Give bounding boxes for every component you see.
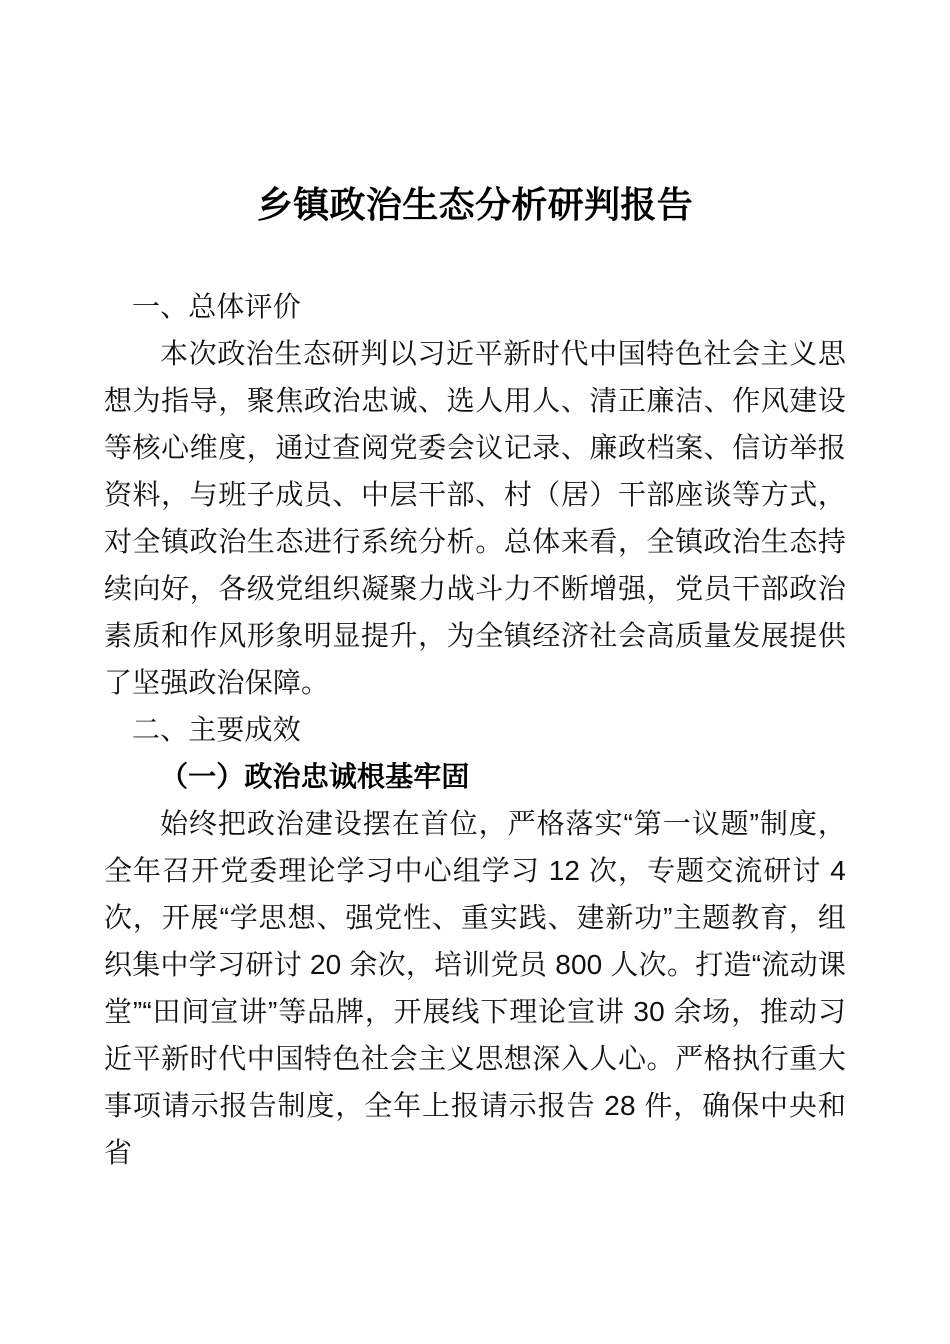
title-spacer	[104, 230, 846, 283]
page-title: 乡镇政治生态分析研判报告	[256, 184, 694, 225]
section-heading-main-achievements: 二、主要成效	[132, 714, 301, 746]
paragraph-overall-evaluation: 本次政治生态研判以习近平新时代中国特色社会主义思想为指导，聚焦政治忠诚、选人用人、清正廉洁、作风建设等核心维度，通过查阅党委会议记录、廉政档案、信访举报资料，与班子成员、中层干部、村（居）干部座谈等方式，对全镇政治生态进行系统分析。总体来看，全镇政治生态持续向好，各级党组织凝聚力战斗力不断增强，党员干部政治素质和作风形象明显提升，为全镇经济社会高质量发展提供了坚强政治保障。	[104, 338, 846, 699]
subheading-political-loyalty: （一）政治忠诚根基牢固	[160, 761, 470, 793]
section-heading-overall-evaluation: 一、总体评价	[132, 291, 301, 323]
document-content	[104, 0, 846, 1176]
paragraph-political-loyalty: 始终把政治建设摆在首位，严格落实“第一议题”制度，全年召开党委理论学习中心组学习 12 次，专题交流研讨 4 次，开展“学思想、强党性、重实践、建新功”主题教育，组织集中学习研讨 20 余次，培训党员 800 人次。打造“流动课堂”“田间宣讲”等品牌，开展线下理论宣讲 30 余场，推动习近平新时代中国特色社会主义思想深入人心。严格执行重大事项请示报告制度，全年上报请示报告 28 件，确保中央和省	[104, 808, 846, 1169]
